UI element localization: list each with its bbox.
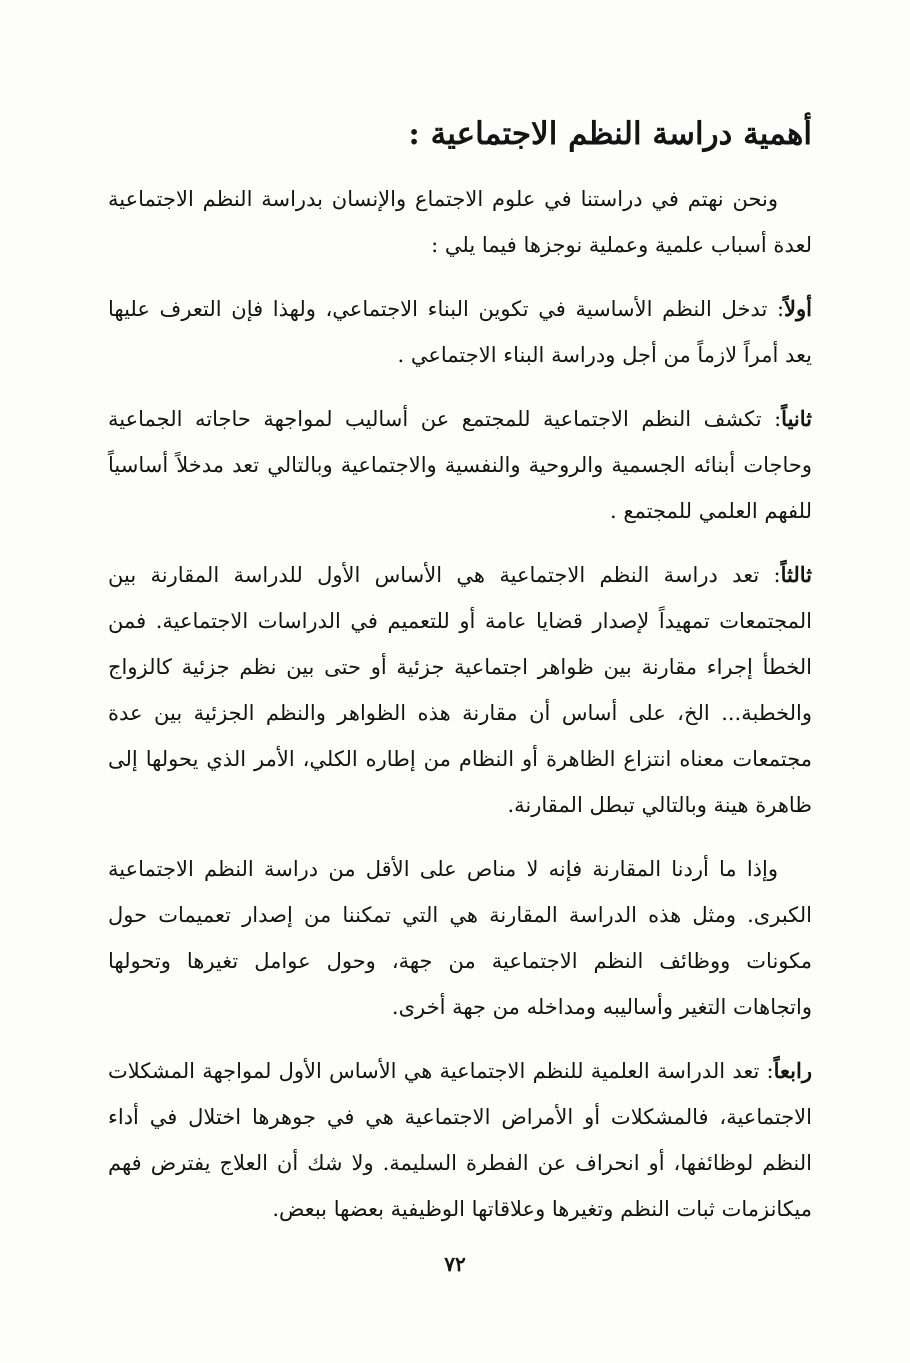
point-3-text: : تعد دراسة النظم الاجتماعية هي الأساس الأول للدراسة المقارنة بين المجتمعات تمهيداً لإصدار قضايا عامة أو للتعميم في الدراسات الاجتماعية. فمن الخطأ إجراء مقارنة بين ظواهر اجتماعية جزئية أو حتى بين نظم جزئية كالزواج والخطبة... الخ، على أساس أن مقارنة هذه الظواهر والنظم الجزئية بين عدة مجتمعات معناه انتزاع الظاهرة أو النظام من إطاره الكلي، الأمر الذي يحولها إلى ظاهرة هينة وبالتالي تبطل المقارنة. xyxy=(108,563,812,817)
point-3-paragraph xyxy=(108,552,812,828)
point-4-lead: رابعاً xyxy=(773,1058,812,1083)
page-body xyxy=(108,112,812,1250)
point-3-lead: ثالثاً xyxy=(780,562,812,587)
point-2-lead: ثانياً xyxy=(781,406,812,431)
section-heading: أهمية دراسة النظم الاجتماعية : xyxy=(408,116,812,152)
point-2-text: : تكشف النظم الاجتماعية للمجتمع عن أساليب لمواجهة حاجاته الجماعية وحاجات أبنائه الجسمية والروحية والنفسية والاجتماعية وبالتالي تعد مدخلاً أساسياً للفهم العلمي للمجتمع . xyxy=(108,407,812,523)
intro-paragraph: ونحن نهتم في دراستنا في علوم الاجتماع والإنسان بدراسة النظم الاجتماعية لعدة أسباب علمية وعملية نوجزها فيما يلي : xyxy=(108,187,812,257)
point-2-paragraph xyxy=(108,396,812,534)
page-number: ٧٢ xyxy=(444,1252,466,1276)
comparison-paragraph: وإذا ما أردنا المقارنة فإنه لا مناص على الأقل من دراسة النظم الاجتماعية الكبرى. ومثل هذه الدراسة المقارنة هي التي تمكننا من إصدار تعميمات حول مكونات ووظائف النظم الاجتماعية من جهة، وحول عوامل تغيرها وتحولها واتجاهات التغير وأساليبه ومداخله من جهة أخرى. xyxy=(108,857,812,1019)
point-1-paragraph xyxy=(108,286,812,378)
point-1-text: : تدخل النظم الأساسية في تكوين البناء الاجتماعي، ولهذا فإن التعرف عليها يعد أمراً لازماً من أجل ودراسة البناء الاجتماعي . xyxy=(108,297,812,367)
point-1-lead: أولاً xyxy=(784,296,812,321)
point-4-text: : تعد الدراسة العلمية للنظم الاجتماعية هي الأساس الأول لمواجهة المشكلات الاجتماعية، فالمشكلات أو الأمراض الاجتماعية هي في جوهرها اختلال في أداء النظم لوظائفها، أو انحراف عن الفطرة السليمة. ولا شك أن العلاج يفترض فهم ميكانزمات ثبات النظم وتغيرها وعلاقاتها الوظيفية بعضها ببعض. xyxy=(108,1059,812,1221)
point-4-paragraph xyxy=(108,1048,812,1232)
